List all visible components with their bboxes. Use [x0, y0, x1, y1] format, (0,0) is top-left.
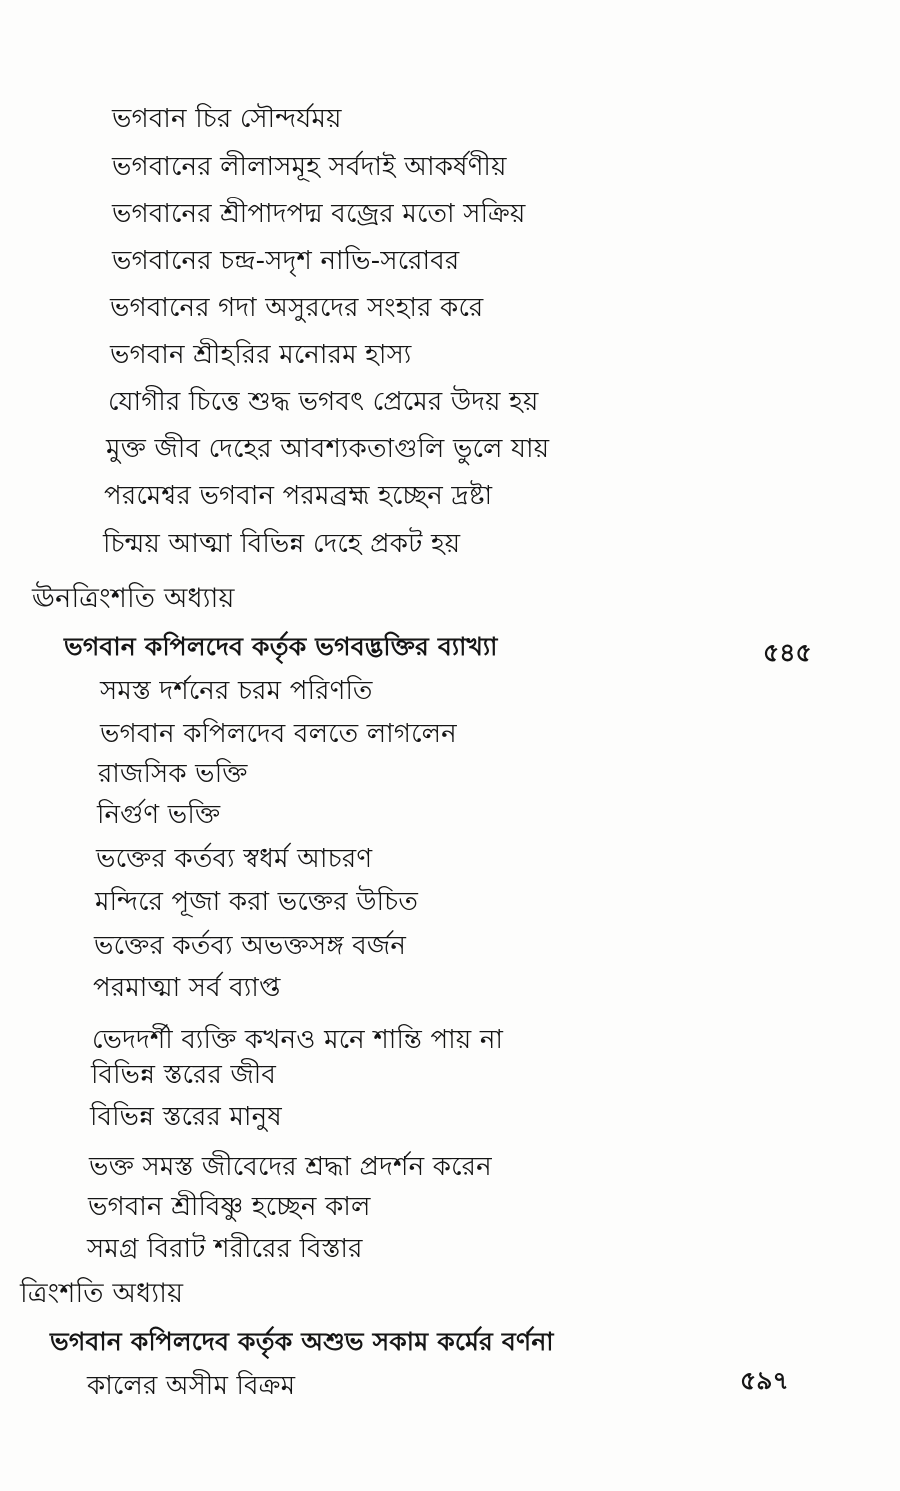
toc-entry: ভগবানের গদা অসুরদের সংহার করে: [110, 293, 484, 323]
toc-entry: ভগবান শ্রীবিষ্ণু হচ্ছেন কাল: [88, 1192, 371, 1222]
toc-entry: ভক্ত সমস্ত জীবেদের শ্রদ্ধা প্রদর্শন করেন: [89, 1152, 492, 1182]
toc-entry: মুক্ত জীব দেহের আবশ্যকতাগুলি ভুলে যায়: [106, 434, 550, 464]
toc-entry: যোগীর চিত্তে শুদ্ধ ভগবৎ প্রেমের উদয় হয়: [108, 387, 539, 417]
toc-entry: পরমাত্মা সর্ব ব্যাপ্ত: [93, 973, 281, 1003]
toc-entry: সমস্ত দর্শনের চরম পরিণতি: [100, 676, 373, 706]
toc-entry: বিভিন্ন স্তরের জীব: [91, 1060, 277, 1090]
chapter-heading: ত্রিংশতি অধ্যায়: [20, 1278, 184, 1309]
toc-entry: পরমেশ্বর ভগবান পরমব্রহ্ম হচ্ছেন দ্রষ্টা: [104, 481, 493, 511]
toc-entry: ভগবান শ্রীহরির মনোরম হাস্য: [110, 340, 412, 370]
toc-entry: ভক্তের কর্তব্য স্বধর্ম আচরণ: [96, 844, 373, 874]
toc-entry: চিন্ময় আত্মা বিভিন্ন দেহে প্রকট হয়: [103, 529, 461, 559]
toc-entry: কালের অসীম বিক্রম: [87, 1371, 296, 1401]
chapter-title: ভগবান কপিলদেব কর্তৃক অশুভ সকাম কর্মের বর্ণনা: [50, 1327, 554, 1356]
toc-entry: ভেদদর্শী ব্যক্তি কখনও মনে শান্তি পায় না: [92, 1025, 504, 1055]
toc-entry: মন্দিরে পূজা করা ভক্তের উচিত: [95, 887, 419, 917]
toc-entry: রাজসিক ভক্তি: [98, 759, 248, 789]
toc-entry: ভক্তের কর্তব্য অভক্তসঙ্গ বর্জন: [94, 931, 407, 961]
toc-entry: নির্গুণ ভক্তি: [97, 800, 221, 830]
toc-entry: বিভিন্ন স্তরের মানুষ: [90, 1102, 282, 1132]
toc-entry: ভগবান কপিলদেব বলতে লাগলেন: [100, 719, 457, 749]
toc-entry: ভগবান চির সৌন্দর্যময়: [112, 104, 342, 134]
toc-entry: ভগবানের চন্দ্র-সদৃশ নাভি-সরোবর: [112, 246, 460, 276]
chapter-heading: ঊনত্রিংশতি অধ্যায়: [32, 583, 235, 614]
toc-entry: ভগবানের শ্রীপাদপদ্ম বজ্রের মতো সক্রিয়: [112, 199, 526, 229]
toc-entry: ভগবানের লীলাসমূহ সর্বদাই আকর্ষণীয়: [112, 152, 507, 182]
toc-entry: সমগ্র বিরাট শরীরের বিস্তার: [87, 1234, 363, 1264]
page-number: ৫৯৭: [740, 1366, 789, 1395]
chapter-title: ভগবান কপিলদেব কর্তৃক ভগবদ্ভক্তির ব্যাখ্যা: [64, 632, 498, 661]
page-number: ৫৪৫: [763, 638, 812, 667]
